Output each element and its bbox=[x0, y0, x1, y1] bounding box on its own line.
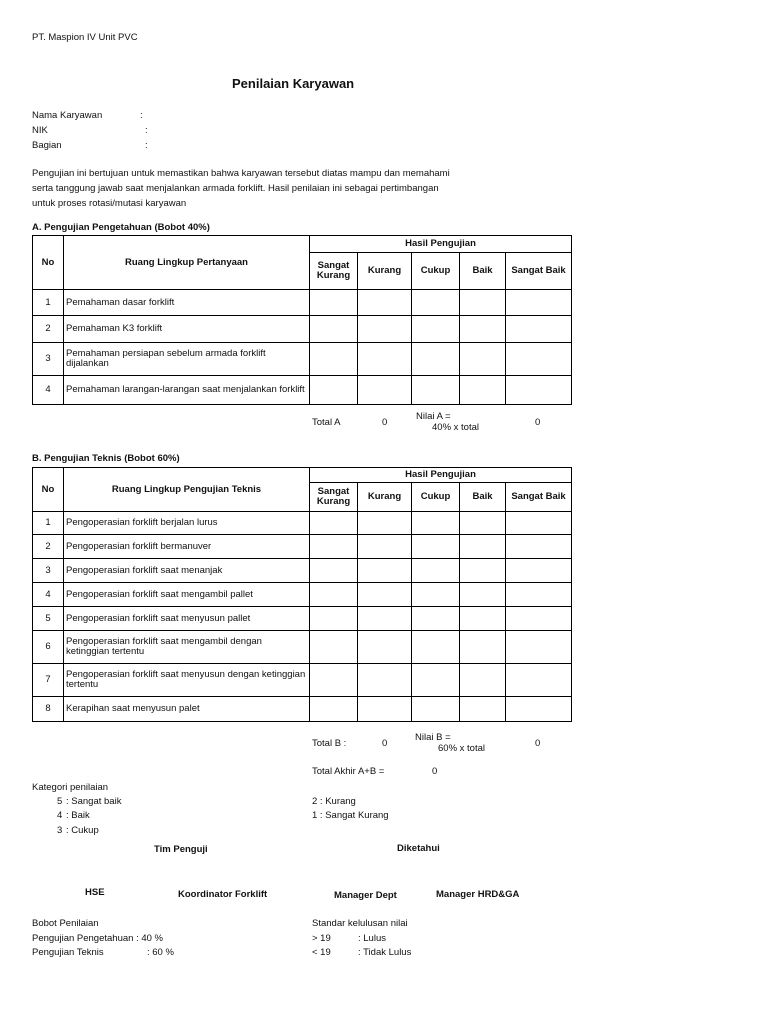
score-cell[interactable] bbox=[506, 583, 572, 607]
row-no: 4 bbox=[33, 376, 64, 405]
intro-line-2: serta tanggung jawab saat menjalankan armada forklift. Hasil penilaian ini sebagai pertimbangan bbox=[32, 183, 439, 194]
kategori-sangat-kurang: 1 : Sangat Kurang bbox=[312, 810, 389, 821]
score-cell[interactable] bbox=[460, 697, 506, 722]
page-title: Penilaian Karyawan bbox=[232, 76, 355, 91]
row-no: 7 bbox=[33, 664, 64, 697]
score-cell[interactable] bbox=[358, 697, 412, 722]
table-row bbox=[33, 316, 572, 343]
nilai-a-formula: 40% x total bbox=[432, 422, 479, 433]
total-a-value: 0 bbox=[382, 417, 388, 428]
section-a-title: A. Pengujian Pengetahuan (Bobot 40%) bbox=[32, 222, 210, 233]
kategori-title: Kategori penilaian bbox=[32, 782, 109, 793]
score-cell[interactable] bbox=[506, 559, 572, 583]
col-no-header: No bbox=[33, 236, 64, 290]
row-text: Pemahaman K3 forklift bbox=[64, 316, 310, 343]
row-text: Pengoperasian forklift saat menanjak bbox=[64, 559, 310, 583]
kategori-num-5: 5 bbox=[57, 796, 63, 807]
row-text: Pemahaman dasar forklift bbox=[64, 290, 310, 316]
score-cell[interactable] bbox=[412, 607, 460, 631]
score-cell[interactable] bbox=[506, 343, 572, 376]
row-no: 5 bbox=[33, 607, 64, 631]
score-cell[interactable] bbox=[412, 559, 460, 583]
bobot-teknis-value: : 60 % bbox=[147, 947, 174, 958]
col-no-header: No bbox=[33, 468, 64, 512]
row-text: Pengoperasian forklift bermanuver bbox=[64, 535, 310, 559]
rating-baik: Baik bbox=[460, 483, 506, 512]
rating-sangat-baik: Sangat Baik bbox=[506, 483, 572, 512]
bobot-pengetahuan: Pengujian Pengetahuan : 40 % bbox=[32, 933, 163, 944]
row-text: Pengoperasian forklift saat mengambil pallet bbox=[64, 583, 310, 607]
score-cell[interactable] bbox=[358, 376, 412, 405]
standar-title: Standar kelulusan nilai bbox=[312, 918, 408, 929]
score-cell[interactable] bbox=[412, 631, 460, 664]
manager-hrd-label: Manager HRD&GA bbox=[436, 889, 520, 900]
nilai-b-formula: 60% x total bbox=[438, 743, 485, 754]
score-cell[interactable] bbox=[460, 343, 506, 376]
score-cell[interactable] bbox=[358, 535, 412, 559]
score-cell[interactable] bbox=[412, 376, 460, 405]
score-cell[interactable] bbox=[412, 343, 460, 376]
nilai-a-value: 0 bbox=[535, 417, 541, 428]
score-cell[interactable] bbox=[310, 607, 358, 631]
total-akhir-label: Total Akhir A+B = bbox=[312, 766, 385, 777]
row-no: 4 bbox=[33, 583, 64, 607]
score-cell[interactable] bbox=[358, 512, 412, 535]
rating-sangat-kurang: Sangat Kurang bbox=[310, 253, 358, 290]
row-text: Pengoperasian forklift saat mengambil dengan ketinggian tertentu bbox=[64, 631, 310, 664]
score-cell[interactable] bbox=[310, 535, 358, 559]
score-cell[interactable] bbox=[310, 316, 358, 343]
table-row bbox=[33, 376, 572, 405]
score-cell[interactable] bbox=[506, 607, 572, 631]
koordinator-label: Koordinator Forklift bbox=[178, 889, 268, 900]
score-cell[interactable] bbox=[506, 697, 572, 722]
nilai-b-value: 0 bbox=[535, 738, 541, 749]
score-cell[interactable] bbox=[310, 664, 358, 697]
kategori-num-4: 4 bbox=[57, 810, 63, 821]
colon-nik: : bbox=[145, 125, 148, 136]
rating-sangat-baik: Sangat Baik bbox=[506, 253, 572, 290]
nilai-b-label: Nilai B = bbox=[415, 732, 451, 743]
manager-dept-label: Manager Dept bbox=[334, 890, 397, 901]
score-cell[interactable] bbox=[358, 316, 412, 343]
table-row bbox=[33, 290, 572, 316]
kategori-text-4: : Baik bbox=[66, 810, 90, 821]
table-row bbox=[33, 664, 572, 697]
row-text: Pemahaman persiapan sebelum armada forklift dijalankan bbox=[64, 343, 310, 376]
score-cell[interactable] bbox=[460, 607, 506, 631]
hse-label: HSE bbox=[85, 887, 105, 898]
score-cell[interactable] bbox=[460, 376, 506, 405]
rating-kurang: Kurang bbox=[358, 253, 412, 290]
col-result-header: Hasil Pengujian bbox=[310, 468, 572, 483]
label-nama-karyawan: Nama Karyawan bbox=[32, 110, 103, 121]
score-cell[interactable] bbox=[460, 583, 506, 607]
label-bagian: Bagian bbox=[32, 140, 62, 151]
row-text: Kerapihan saat menyusun palet bbox=[64, 697, 310, 722]
row-no: 3 bbox=[33, 343, 64, 376]
col-result-header: Hasil Pengujian bbox=[310, 236, 572, 253]
table-row bbox=[33, 607, 572, 631]
total-akhir-value: 0 bbox=[432, 766, 438, 777]
score-cell[interactable] bbox=[460, 631, 506, 664]
score-cell[interactable] bbox=[310, 290, 358, 316]
score-cell[interactable] bbox=[506, 512, 572, 535]
score-cell[interactable] bbox=[412, 290, 460, 316]
score-cell[interactable] bbox=[310, 697, 358, 722]
row-no: 2 bbox=[33, 535, 64, 559]
score-cell[interactable] bbox=[412, 697, 460, 722]
score-cell[interactable] bbox=[310, 559, 358, 583]
standar-tidak-lulus-result: : Tidak Lulus bbox=[358, 947, 412, 958]
score-cell[interactable] bbox=[412, 664, 460, 697]
rating-cukup: Cukup bbox=[412, 483, 460, 512]
table-row bbox=[33, 697, 572, 722]
row-no: 8 bbox=[33, 697, 64, 722]
row-no: 6 bbox=[33, 631, 64, 664]
table-row bbox=[33, 343, 572, 376]
table-a bbox=[32, 235, 572, 405]
total-a-label: Total A bbox=[312, 417, 341, 428]
score-cell[interactable] bbox=[460, 290, 506, 316]
score-cell[interactable] bbox=[412, 583, 460, 607]
rating-sangat-kurang: Sangat Kurang bbox=[310, 483, 358, 512]
score-cell[interactable] bbox=[506, 535, 572, 559]
score-cell[interactable] bbox=[412, 535, 460, 559]
score-cell[interactable] bbox=[506, 631, 572, 664]
bobot-title: Bobot Penilaian bbox=[32, 918, 99, 929]
company-name: PT. Maspion IV Unit PVC bbox=[32, 32, 138, 43]
score-cell[interactable] bbox=[506, 316, 572, 343]
standar-lulus-cond: > 19 bbox=[312, 933, 331, 944]
intro-line-1: Pengujian ini bertujuan untuk memastikan bahwa karyawan tersebut diatas mampu dan memahami bbox=[32, 168, 450, 179]
tim-penguji-label: Tim Penguji bbox=[154, 844, 208, 855]
score-cell[interactable] bbox=[310, 376, 358, 405]
score-cell[interactable] bbox=[412, 316, 460, 343]
standar-lulus-result: : Lulus bbox=[358, 933, 386, 944]
nilai-a-label: Nilai A = bbox=[416, 411, 451, 422]
table-row bbox=[33, 512, 572, 535]
score-cell[interactable] bbox=[310, 583, 358, 607]
bobot-teknis-label: Pengujian Teknis bbox=[32, 947, 104, 958]
kategori-num-3: 3 bbox=[57, 825, 63, 836]
score-cell[interactable] bbox=[310, 631, 358, 664]
col-scope-header: Ruang Lingkup Pertanyaan bbox=[64, 236, 310, 290]
score-cell[interactable] bbox=[358, 583, 412, 607]
score-cell[interactable] bbox=[506, 664, 572, 697]
score-cell[interactable] bbox=[358, 290, 412, 316]
score-cell[interactable] bbox=[460, 535, 506, 559]
section-b-title: B. Pengujian Teknis (Bobot 60%) bbox=[32, 453, 180, 464]
score-cell[interactable] bbox=[412, 512, 460, 535]
kategori-text-5: : Sangat baik bbox=[66, 796, 122, 807]
row-no: 2 bbox=[33, 316, 64, 343]
row-text: Pengoperasian forklift saat menyusun dengan ketinggian tertentu bbox=[64, 664, 310, 697]
row-no: 3 bbox=[33, 559, 64, 583]
diketahui-label: Diketahui bbox=[397, 843, 440, 854]
score-cell[interactable] bbox=[358, 631, 412, 664]
rating-cukup: Cukup bbox=[412, 253, 460, 290]
row-text: Pengoperasian forklift saat menyusun pallet bbox=[64, 607, 310, 631]
total-b-label: Total B : bbox=[312, 738, 347, 749]
table-row bbox=[33, 559, 572, 583]
row-text: Pemahaman larangan-larangan saat menjalankan forklift bbox=[64, 376, 310, 405]
standar-tidak-lulus-cond: < 19 bbox=[312, 947, 331, 958]
score-cell[interactable] bbox=[358, 343, 412, 376]
rating-baik: Baik bbox=[460, 253, 506, 290]
label-nik: NIK bbox=[32, 125, 48, 136]
row-no: 1 bbox=[33, 290, 64, 316]
intro-line-3: untuk proses rotasi/mutasi karyawan bbox=[32, 198, 187, 209]
score-cell[interactable] bbox=[460, 512, 506, 535]
score-cell[interactable] bbox=[310, 512, 358, 535]
table-b bbox=[32, 467, 572, 722]
table-row bbox=[33, 535, 572, 559]
row-no: 1 bbox=[33, 512, 64, 535]
score-cell[interactable] bbox=[460, 664, 506, 697]
colon-nama: : bbox=[140, 110, 143, 121]
score-cell[interactable] bbox=[358, 607, 412, 631]
total-b-value: 0 bbox=[382, 738, 388, 749]
score-cell[interactable] bbox=[506, 290, 572, 316]
score-cell[interactable] bbox=[506, 376, 572, 405]
score-cell[interactable] bbox=[310, 343, 358, 376]
score-cell[interactable] bbox=[460, 559, 506, 583]
col-scope-header: Ruang Lingkup Pengujian Teknis bbox=[64, 468, 310, 512]
table-row bbox=[33, 583, 572, 607]
score-cell[interactable] bbox=[460, 316, 506, 343]
rating-kurang: Kurang bbox=[358, 483, 412, 512]
score-cell[interactable] bbox=[358, 559, 412, 583]
kategori-kurang: 2 : Kurang bbox=[312, 796, 356, 807]
colon-bagian: : bbox=[145, 140, 148, 151]
score-cell[interactable] bbox=[358, 664, 412, 697]
table-row bbox=[33, 631, 572, 664]
kategori-text-3: : Cukup bbox=[66, 825, 99, 836]
row-text: Pengoperasian forklift berjalan lurus bbox=[64, 512, 310, 535]
